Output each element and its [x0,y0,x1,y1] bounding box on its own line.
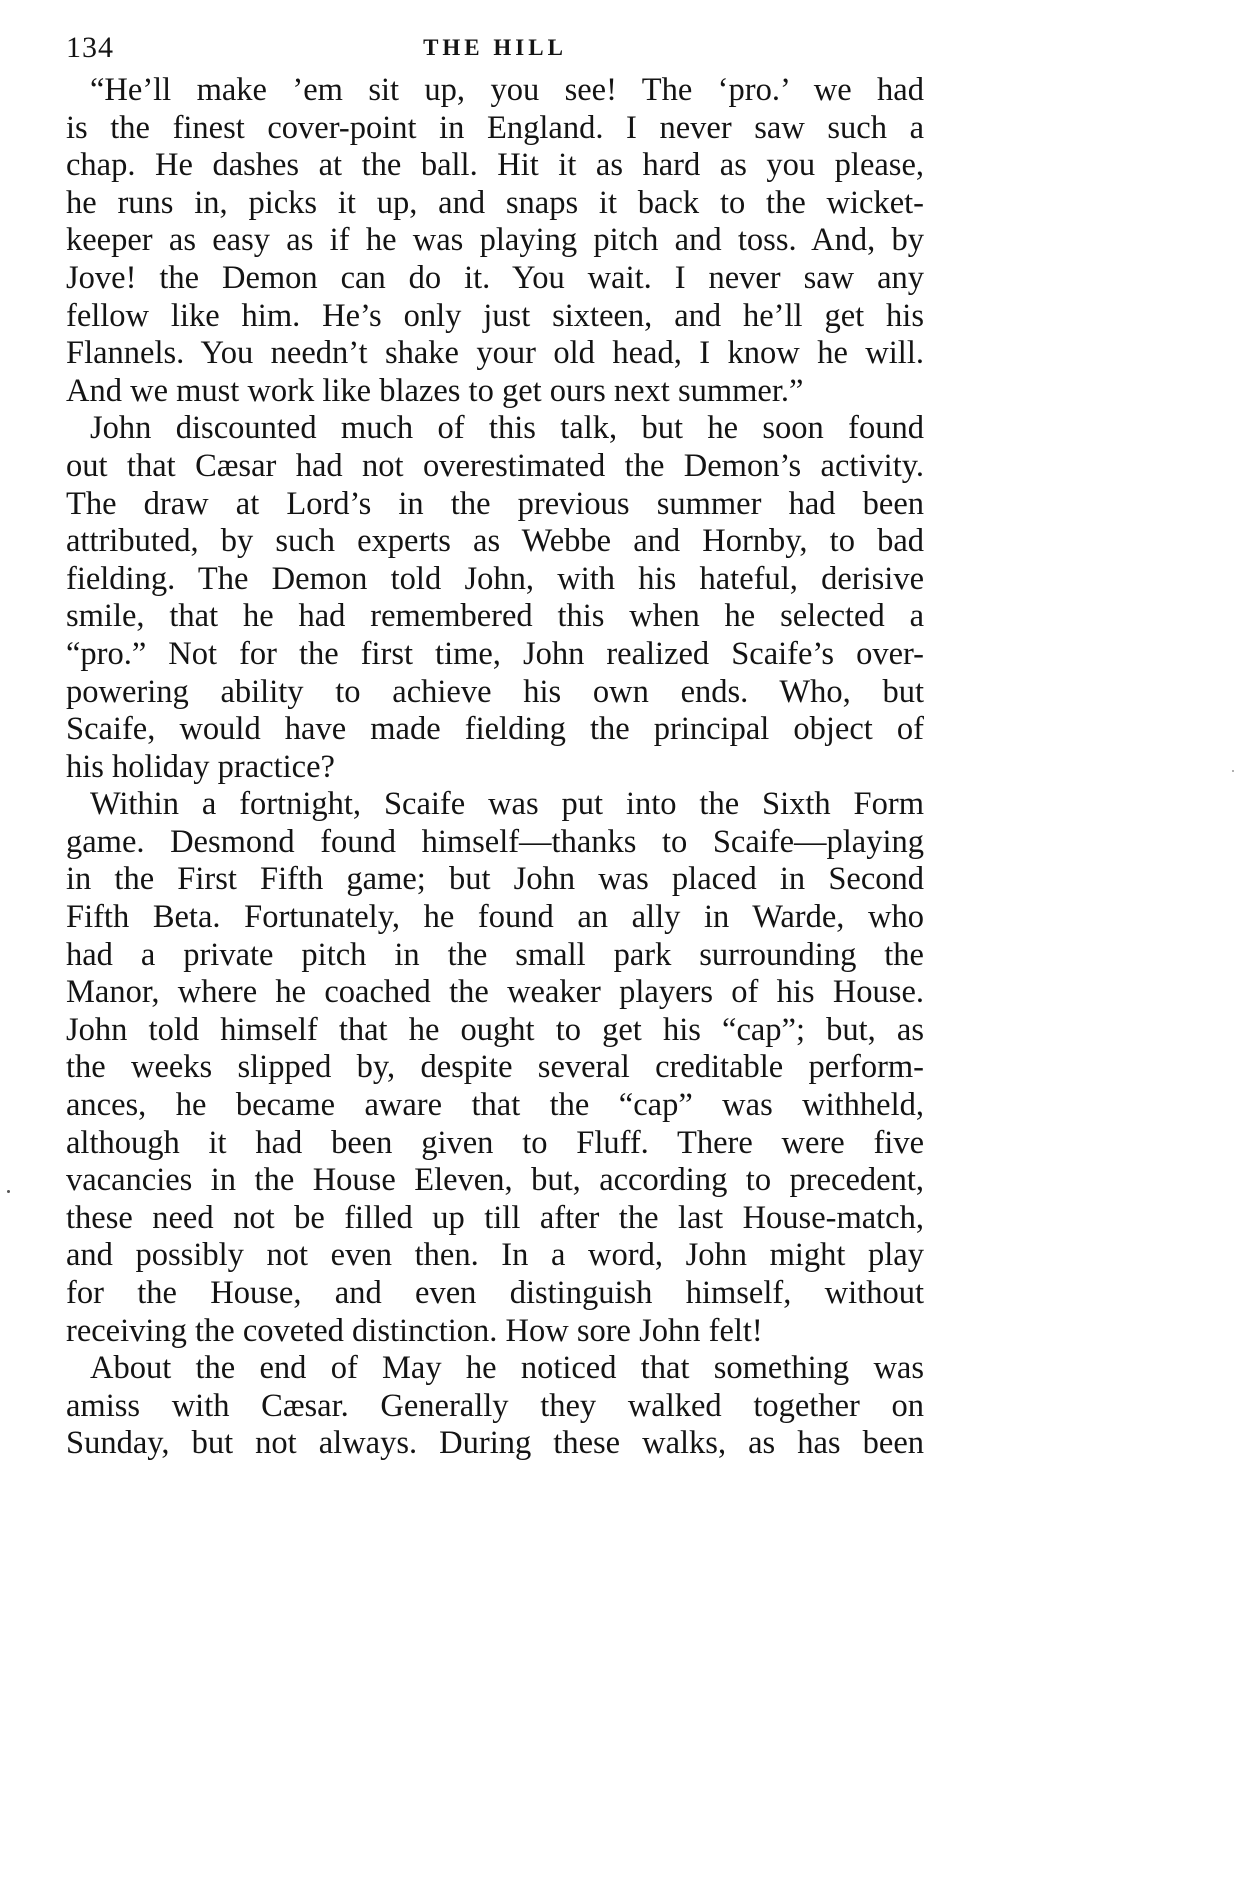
text-line: out that Cæsar had not overestimated the Demon’s activity. [66,447,924,484]
text-line: “He’ll make ’em sit up, you see! The ‘pro.’ we had [90,72,924,108]
text-line: although it had been given to Fluff. There were five [66,1124,924,1161]
text-line: amiss with Cæsar. Generally they walked together on [66,1387,924,1424]
text-line: “pro.” Not for the first time, John realized Scaife’s over- [66,635,924,672]
text-line: and possibly not even then. In a word, John might play [66,1237,924,1274]
text-line: Scaife, would have made fielding the principal object of [66,711,924,748]
text-line: The draw at Lord’s in the previous summer had been [66,485,924,522]
text-line: his holiday practice? [66,748,335,785]
text-line: Fifth Beta. Fortunately, he found an ally in Warde, who [66,899,924,936]
text-line: attributed, by such experts as Webbe and Hornby, to bad [66,523,924,560]
text-line: About the end of May he noticed that something was [90,1350,924,1387]
text-line: Jove! the Demon can do it. You wait. I never saw any [66,259,924,296]
page-header [66,28,924,72]
text-line: vacancies in the House Eleven, but, according to precedent, [66,1162,924,1199]
text-line: powering ability to achieve his own ends. Who, but [66,673,924,710]
text-line: Flannels. You needn’t shake your old head, I know he will. [66,335,924,372]
paper-speck [1232,770,1234,772]
text-line: these need not be filled up till after the last House-match, [66,1199,924,1236]
paragraph-john-discounted [66,410,924,786]
text-line: Sunday, but not always. During these walks, as has been [66,1425,924,1462]
text-line: for the House, and even distinguish himself, without [66,1275,924,1311]
paper-speck [7,1190,10,1193]
text-line: Manor, where he coached the weaker players of his House. [66,974,924,1011]
paragraph-about-the-end-of-may [66,1350,924,1463]
text-line: keeper as easy as if he was playing pitch and toss. And, by [66,222,924,259]
text-line: the weeks slipped by, despite several creditable perform- [66,1049,924,1086]
text-line: Within a fortnight, Scaife was put into the Sixth Form [90,786,924,823]
text-line: John discounted much of this talk, but he soon found [90,410,924,447]
text-line: fielding. The Demon told John, with his hateful, derisive [66,560,924,597]
paragraph-within-a-fortnight [66,786,924,1350]
text-line: fellow like him. He’s only just sixteen, and he’ll get his [66,297,924,334]
text-line: receiving the coveted distinction. How sore John felt! [66,1312,763,1349]
text-line: he runs in, picks it up, and snaps it back to the wicket- [66,184,924,221]
text-line: chap. He dashes at the ball. Hit it as hard as you please, [66,147,924,184]
page-number: 134 [66,31,114,64]
paragraph-dialogue [66,72,924,410]
text-line: smile, that he had remembered this when he selected a [66,598,924,635]
text-line: ances, he became aware that the “cap” was withheld, [66,1087,924,1124]
text-line: And we must work like blazes to get ours next summer.” [66,372,804,409]
body-text [66,72,924,1463]
running-head: THE HILL [423,35,567,60]
text-line: in the First Fifth game; but John was placed in Second [66,861,924,898]
text-line: had a private pitch in the small park surrounding the [66,936,924,973]
text-line: game. Desmond found himself—thanks to Scaife—playing [66,823,924,860]
text-line: is the finest cover-point in England. I never saw such a [66,109,924,146]
text-line: John told himself that he ought to get his “cap”; but, as [66,1011,924,1048]
